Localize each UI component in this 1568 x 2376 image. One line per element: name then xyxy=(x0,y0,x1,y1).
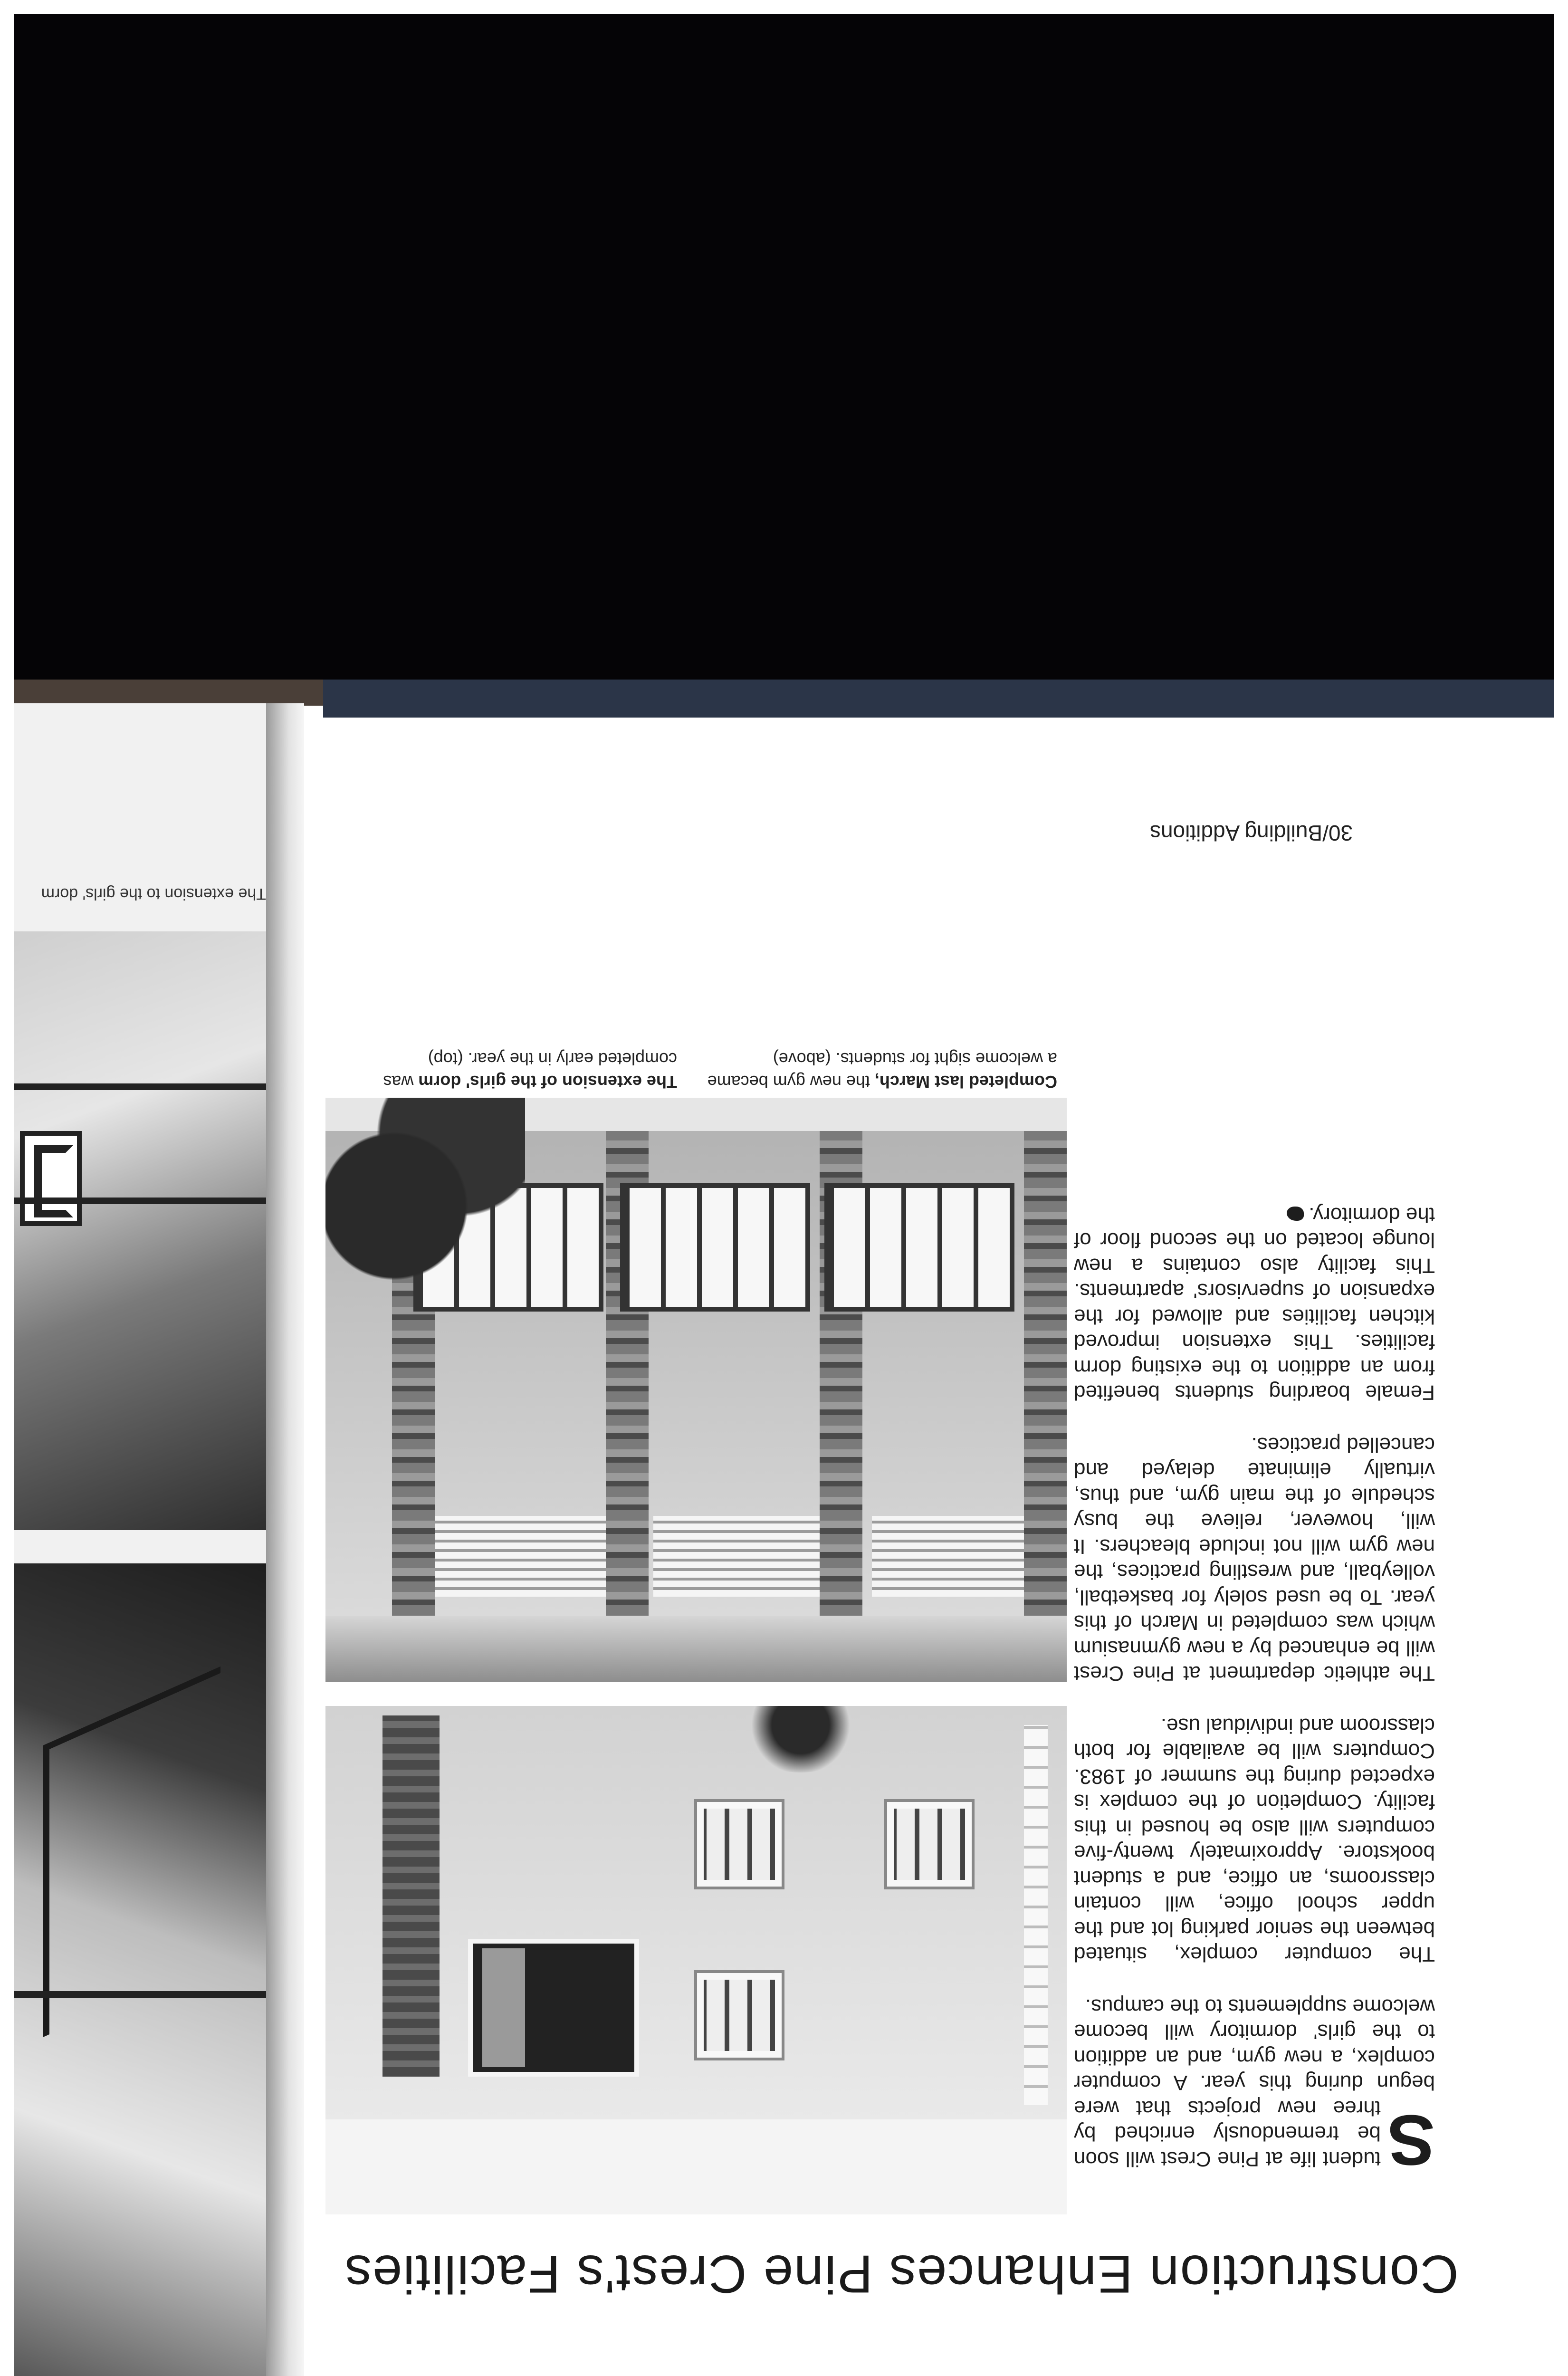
gym-photo xyxy=(325,1098,1067,1682)
caption-gym: Completed last March, the new gym became a welcome sight for students. (above) xyxy=(707,1049,1057,1092)
left-page-photo-top xyxy=(14,931,266,1530)
page-gutter xyxy=(266,703,304,2376)
article-title: Construction Enhances Pine Crest's Facilities xyxy=(344,2244,1459,2304)
book-cover-dark xyxy=(14,14,1554,680)
page-folio: 30/Building Additions xyxy=(1150,821,1353,845)
pine-tree xyxy=(325,1098,525,1459)
book-cover-spine xyxy=(323,680,1554,718)
left-page-caption: The extension to the girls' dorm xyxy=(41,885,266,903)
article-body xyxy=(1074,1203,1435,2180)
paragraph-1: S tudent life at Pine Crest will soon be tremendously enriched by three new projects that were begun during this year. A computer complex, a new gym, and an addition to the girls' dormitory will become welcome supplements to the campus. xyxy=(1074,1995,1435,2180)
caption-dorm: The extension of the girls' dorm was completed early in the year. (top) xyxy=(383,1049,677,1092)
paragraph-2: The computer complex, situated between the senior parking lot and the upper school office, will contain classrooms, an office, and a student bookstore. Approximately twenty-five computers will also be housed in this facility. Completion of the complex is expected during the summer of 1983. Computers will be available for both classroom and individual use. xyxy=(1074,1714,1435,1966)
paragraph-4: Female boarding students benefited from an addition to the existing dorm facilities. This extension improved kitchen facilities and allowed for the expansion of supervisors' apartments. This facility also contains a new lounge located on the second floor of the dormitory. xyxy=(1074,1203,1435,1405)
fire-escape-stair xyxy=(43,1667,220,2038)
left-page-photo-bottom xyxy=(14,1563,266,2376)
end-mark-icon xyxy=(1287,1207,1304,1221)
photo-captions xyxy=(325,1031,1057,1093)
right-page xyxy=(304,718,1554,2376)
sign-board xyxy=(20,1131,82,1226)
brick-chimney xyxy=(382,1715,440,2077)
paragraph-3: The athletic department at Pine Crest will be enhanced by a new gymnasium which was completed in March of this year. To be used solely for basketball, volleyball, and wrestling practices, the new gym will not include bleachers. It will, however, relieve the busy schedule of the main gym, and thus, virtually eliminate delayed and cancelled practices. xyxy=(1074,1433,1435,1686)
drop-cap: S xyxy=(1387,2100,1435,2180)
dorm-photo xyxy=(325,1706,1067,2214)
book-cover-seam xyxy=(14,680,323,706)
large-window xyxy=(468,1939,639,2077)
